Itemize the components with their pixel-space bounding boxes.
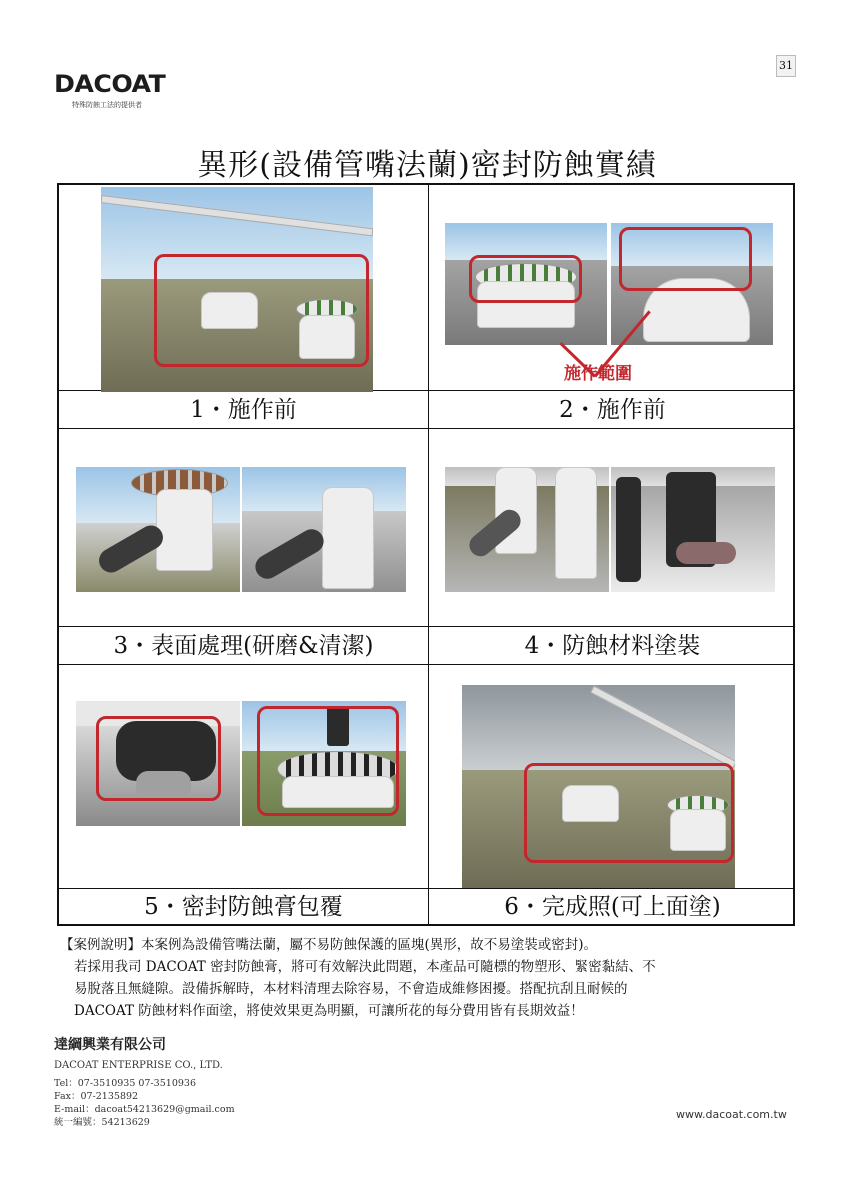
logo-tagline: 特殊防蝕工法的提供者 <box>72 101 142 109</box>
photo-paste-a <box>76 701 240 826</box>
highlight-box <box>154 254 369 367</box>
company-name-cn: 達綱興業有限公司 <box>54 1037 166 1053</box>
annotation-label: 施作範圍 <box>564 364 632 384</box>
company-logo <box>54 70 166 110</box>
highlight-box <box>619 227 752 291</box>
photo-coating-b <box>611 467 775 592</box>
company-email[interactable]: E-mail：dacoat54213629@gmail.com <box>54 1104 235 1115</box>
grid-divider <box>59 428 793 429</box>
company-tel: Tel：07-3510935 07-3510936 <box>54 1078 196 1089</box>
company-name-en: DACOAT ENTERPRISE CO., LTD. <box>54 1060 223 1071</box>
grid-divider <box>428 185 429 924</box>
caption-3: 3・表面處理(研磨&清潔) <box>113 633 374 659</box>
photo-surface-prep-b <box>242 467 406 592</box>
caption-4: 4・防蝕材料塗裝 <box>524 633 701 659</box>
grid-divider <box>59 664 793 665</box>
logo-text: DACOAT <box>54 70 166 98</box>
description-line: 【案例說明】本案例為設備管嘴法蘭，屬不易防蝕保護的區塊(異形，故不易塗裝或密封)。 <box>60 937 598 953</box>
caption-2: 2・施作前 <box>559 397 666 423</box>
photo-surface-prep-a <box>76 467 240 592</box>
caption-5: 5・密封防蝕膏包覆 <box>144 894 343 920</box>
page-title: 異形(設備管嘴法蘭)密封防蝕實績 <box>197 148 657 183</box>
highlight-box <box>469 255 582 303</box>
case-description <box>60 934 800 1022</box>
company-info <box>54 1034 235 1129</box>
page-number: 31 <box>776 55 796 77</box>
company-tax-id: 統一編號：54213629 <box>54 1117 150 1128</box>
company-fax: Fax：07-2135892 <box>54 1091 139 1102</box>
highlight-box <box>96 716 221 801</box>
photo-coating-a <box>445 467 609 592</box>
photo-before-2a <box>445 223 607 345</box>
caption-1: 1・施作前 <box>190 397 297 423</box>
highlight-box <box>524 763 734 863</box>
caption-6: 6・完成照(可上面塗) <box>504 894 721 920</box>
description-line: 若採用我司 DACOAT 密封防蝕膏，將可有效解決此問題，本產品可隨標的物塑形、緊密黏結、不 <box>74 959 656 975</box>
grid-divider <box>59 626 793 627</box>
company-website[interactable]: www.dacoat.com.tw <box>676 1108 787 1121</box>
photo-paste-b <box>242 701 406 826</box>
photo-completed <box>462 685 735 888</box>
description-line: DACOAT 防蝕材料作面塗，將使效果更為明顯，可讓所花的每分費用皆有長期效益！ <box>74 1003 584 1019</box>
photo-grid <box>57 183 795 926</box>
description-line: 易脫落且無縫隙。設備拆解時，本材料清理去除容易，不會造成維修困擾。搭配抗刮且耐候的 <box>74 981 628 997</box>
highlight-box <box>257 706 399 816</box>
grid-divider <box>59 888 793 889</box>
photo-before-1 <box>101 187 373 392</box>
